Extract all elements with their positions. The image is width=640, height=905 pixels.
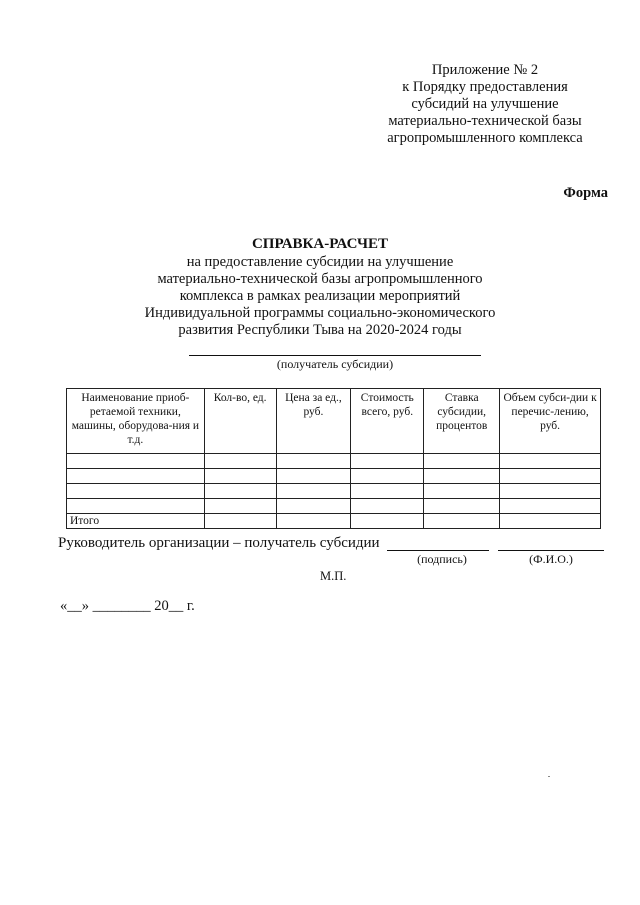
table-row	[67, 499, 601, 514]
table-cell[interactable]	[67, 469, 205, 484]
table-cell[interactable]	[424, 514, 500, 529]
table-cell[interactable]	[276, 499, 351, 514]
header-unit-price: Цена за ед., руб.	[276, 389, 351, 454]
form-label: Форма	[563, 185, 608, 201]
table-row	[67, 454, 601, 469]
table-cell[interactable]	[204, 484, 276, 499]
table-cell[interactable]	[67, 499, 205, 514]
table-cell[interactable]	[67, 484, 205, 499]
table-cell[interactable]	[351, 514, 424, 529]
title-line: комплекса в рамках реализации мероприятий	[179, 288, 461, 304]
table-cell[interactable]	[276, 514, 351, 529]
table-cell[interactable]	[276, 469, 351, 484]
header-quantity: Кол-во, ед.	[204, 389, 276, 454]
header-item-name: Наименование приоб-ретаемой техники, машины, оборудова-ния и т.д.	[67, 389, 205, 454]
recipient-input-line[interactable]	[189, 355, 481, 356]
table-cell[interactable]	[500, 469, 601, 484]
signature-caption: (подпись)	[417, 552, 467, 566]
header-subsidy-amount: Объем субси-дии к перечис-лению, руб.	[500, 389, 601, 454]
header-total-cost: Стоимость всего, руб.	[351, 389, 424, 454]
table-cell[interactable]	[276, 484, 351, 499]
appendix-line: агропромышленного комплекса	[387, 130, 583, 146]
table-cell[interactable]	[424, 499, 500, 514]
table-cell[interactable]	[204, 499, 276, 514]
table-cell[interactable]	[351, 454, 424, 469]
table-cell[interactable]	[424, 454, 500, 469]
table-cell[interactable]	[351, 469, 424, 484]
table-cell[interactable]	[67, 454, 205, 469]
table-cell[interactable]	[500, 499, 601, 514]
table-cell[interactable]	[500, 454, 601, 469]
appendix-header	[380, 62, 590, 147]
signature-label: Руководитель организации – получатель субсидии	[58, 535, 380, 551]
table-cell[interactable]	[500, 514, 601, 529]
appendix-line: материально-технической базы	[388, 113, 582, 129]
title-line: материально-технической базы агропромышленного	[157, 271, 483, 287]
title-line: развития Республики Тыва на 2020-2024 годы	[178, 322, 462, 338]
full-name-caption: (Ф.И.О.)	[529, 552, 573, 566]
appendix-line: к Порядку предоставления	[402, 79, 568, 95]
date-field[interactable]: «__» ________ 20__ г.	[60, 598, 195, 614]
table-cell[interactable]	[424, 484, 500, 499]
total-label: Итого	[67, 514, 205, 529]
title-line: Индивидуальной программы социально-экономического	[144, 305, 496, 321]
table-cell[interactable]	[204, 454, 276, 469]
calculation-table	[66, 388, 601, 529]
table-row	[67, 484, 601, 499]
document-title	[100, 236, 540, 339]
table-cell[interactable]	[276, 454, 351, 469]
table-total-row	[67, 514, 601, 529]
table-row	[67, 469, 601, 484]
table-cell[interactable]	[204, 514, 276, 529]
table-cell[interactable]	[424, 469, 500, 484]
stamp-label: М.П.	[320, 569, 347, 583]
signature-input-line[interactable]	[387, 550, 489, 551]
table-header-row	[67, 389, 601, 454]
page-speck	[548, 776, 550, 777]
full-name-input-line[interactable]	[498, 550, 604, 551]
header-subsidy-rate: Ставка субсидии, процентов	[424, 389, 500, 454]
appendix-line: субсидий на улучшение	[411, 96, 559, 112]
table-cell[interactable]	[351, 484, 424, 499]
title-line: на предоставление субсидии на улучшение	[186, 254, 454, 270]
appendix-line: Приложение № 2	[431, 62, 539, 78]
table-cell[interactable]	[500, 484, 601, 499]
recipient-caption: (получатель субсидии)	[276, 357, 394, 371]
title-heading: СПРАВКА-РАСЧЕТ	[251, 236, 389, 252]
table-cell[interactable]	[204, 469, 276, 484]
table-cell[interactable]	[351, 499, 424, 514]
